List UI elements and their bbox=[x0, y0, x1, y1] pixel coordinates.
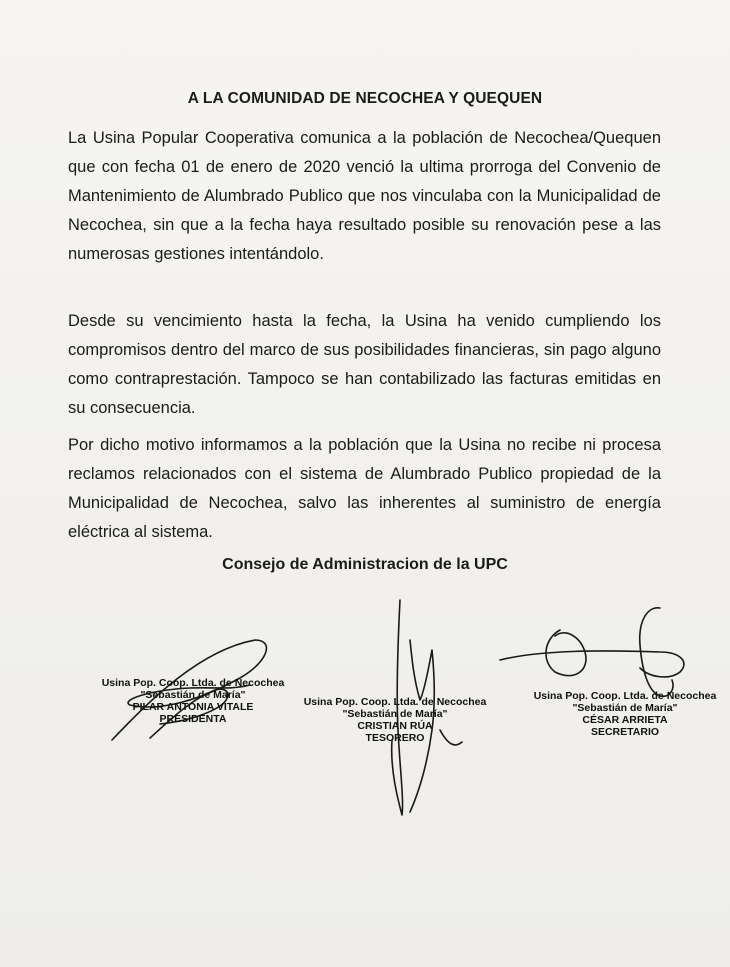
paragraph-3: Por dicho motivo informamos a la población que la Usina no recibe ni procesa reclamos relacionados con el sistema de Alumbrado Publico propiedad de la Municipalidad de Necochea, salvo las inherentes al suministro de energía eléctrica al sistema. bbox=[68, 436, 661, 541]
signature-3-hook bbox=[640, 608, 673, 697]
signature-org: Usina Pop. Coop. Ltda. de Necochea bbox=[533, 690, 717, 702]
signature-person: CÉSAR ARRIETA bbox=[582, 714, 668, 726]
signature-block-treasurer bbox=[300, 696, 490, 744]
council-heading: Consejo de Administracion de la UPC bbox=[222, 556, 508, 573]
signature-person: PILAR ANTONIA VITALE bbox=[132, 701, 254, 713]
signature-block-secretary bbox=[525, 690, 725, 738]
signature-3-stroke bbox=[500, 630, 684, 677]
paragraph-1: La Usina Popular Cooperativa comunica a la población de Necochea/Quequen que con fecha 01 de enero de 2020 venció la ultima prorroga del Convenio de Mantenimiento de Alumbrado Publico que nos vinculaba con la Municipalidad de Necochea, sin que a la fecha haya resultado posible su renovación pese a las numerosas gestiones intentándolo. bbox=[68, 129, 661, 263]
signature-role: SECRETARIO bbox=[590, 726, 660, 738]
signature-quote: "Sebastián de María" bbox=[342, 708, 448, 720]
signature-org: Usina Pop. Coop. Ltda. de Necochea bbox=[101, 677, 285, 689]
document-title: A LA COMUNIDAD DE NECOCHEA Y QUEQUEN bbox=[187, 90, 543, 107]
signature-block-president bbox=[98, 677, 288, 725]
signature-quote: "Sebastián de María" bbox=[140, 689, 246, 701]
signature-org: Usina Pop. Coop. Ltda. de Necochea bbox=[303, 696, 487, 708]
signature-quote: "Sebastián de María" bbox=[572, 702, 678, 714]
signature-role: TESORERO bbox=[365, 732, 425, 744]
signature-person: CRISTIAN RÚA bbox=[357, 720, 433, 732]
signature-role: PRESIDENTA bbox=[159, 713, 227, 725]
paragraph-2: Desde su vencimiento hasta la fecha, la Usina ha venido cumpliendo los compromisos dentro del marco de sus posibilidades financieras, sin pago alguno como contraprestación. Tampoco se han contabilizado las facturas emitidas en su consecuencia. bbox=[68, 312, 661, 417]
